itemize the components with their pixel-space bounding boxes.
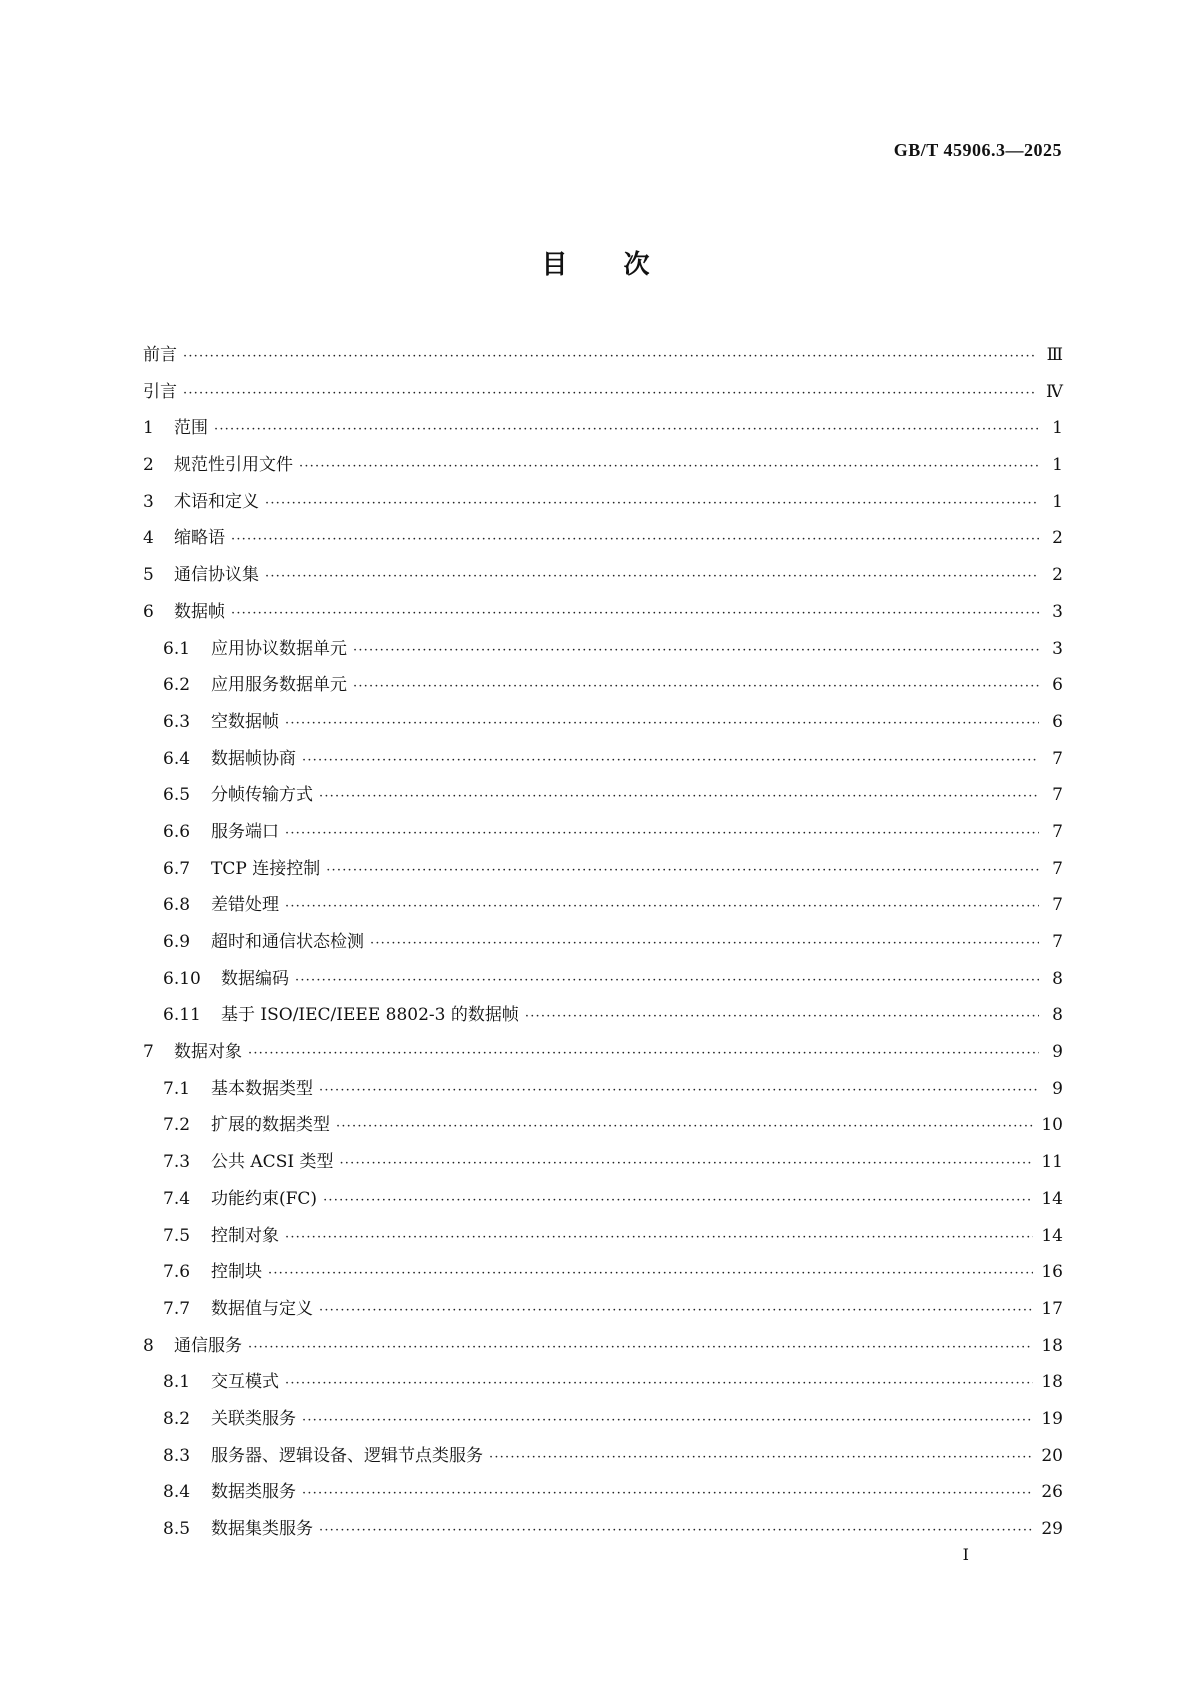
toc-leader-dots (265, 569, 1039, 584)
toc-entry-number: 7.6 (163, 1262, 191, 1283)
toc-leader-dots (319, 1523, 1033, 1538)
toc-leader-dots (214, 422, 1039, 437)
toc-entry-page: 18 (1041, 1372, 1063, 1393)
toc-entry-number: 7.5 (163, 1225, 191, 1246)
toc-entry-number: 6.2 (163, 675, 191, 696)
toc-entry-number: 8.3 (163, 1445, 191, 1466)
standard-number: GB/T 45906.3—2025 (893, 140, 1062, 160)
toc-entry-label: 前言 (143, 345, 177, 365)
toc-entry-number: 6.11 (163, 1005, 201, 1026)
toc-entry-page: 9 (1052, 1078, 1063, 1099)
toc-entry[interactable] (143, 964, 1063, 1001)
toc-leader-dots (183, 386, 1038, 401)
toc-entry-label: 扩展的数据类型 (211, 1115, 330, 1136)
toc-entry[interactable] (143, 744, 1063, 781)
toc-entry-label: 规范性引用文件 (174, 455, 293, 476)
toc-entry-page: 14 (1041, 1225, 1063, 1246)
toc-entry-number: 7.2 (163, 1115, 191, 1136)
toc-entry[interactable] (143, 1477, 1063, 1514)
toc-entry[interactable] (143, 780, 1063, 817)
toc-entry-label: 数据类服务 (211, 1482, 296, 1503)
toc-entry[interactable] (143, 1331, 1063, 1368)
toc-entry-label: 应用协议数据单元 (211, 638, 347, 659)
toc-entry-page: 3 (1052, 638, 1063, 659)
toc-entry-label: 基本数据类型 (211, 1078, 313, 1099)
toc-leader-dots (248, 1340, 1033, 1355)
toc-leader-dots (339, 1156, 1033, 1171)
toc-entry-page: 6 (1052, 675, 1063, 696)
toc-leader-dots (319, 1303, 1033, 1318)
toc-leader-dots (336, 1119, 1033, 1134)
page-title (0, 244, 1191, 281)
toc-entry-label: 引言 (143, 381, 177, 402)
toc-entry-page: 16 (1041, 1262, 1063, 1283)
title-char: 目 (541, 250, 568, 280)
toc-entry-number: 2 (143, 455, 154, 476)
title-char: 次 (623, 250, 650, 280)
toc-entry[interactable] (143, 707, 1063, 744)
toc-entry-page: 19 (1041, 1408, 1063, 1429)
toc-entry[interactable] (143, 1441, 1063, 1478)
toc-entry[interactable] (143, 1110, 1063, 1147)
toc-entry-label: 功能约束(FC) (211, 1188, 318, 1209)
toc-entry-number: 6.6 (163, 821, 191, 842)
toc-entry-number: 6 (143, 601, 154, 622)
toc-entry-number: 8.4 (163, 1482, 191, 1503)
toc-entry[interactable] (143, 1037, 1063, 1074)
toc-entry-number: 6.3 (163, 711, 191, 732)
toc-entry[interactable] (143, 1294, 1063, 1331)
toc-entry-label: 交互模式 (211, 1372, 279, 1393)
toc-entry-number: 6.5 (163, 785, 191, 806)
toc-leader-dots (370, 936, 1039, 951)
toc-entry-page: 6 (1052, 711, 1063, 732)
toc-entry-page: 14 (1041, 1188, 1063, 1209)
toc-entry-page: 9 (1052, 1042, 1063, 1063)
toc-entry-page: 2 (1052, 565, 1063, 586)
toc-entry-number: 7.7 (163, 1298, 191, 1319)
toc-entry[interactable] (143, 890, 1063, 927)
toc-entry[interactable] (143, 1514, 1063, 1551)
toc-entry-number: 6.1 (163, 638, 191, 659)
toc-entry-number: 6.7 (163, 858, 191, 879)
toc-entry-number: 3 (143, 491, 154, 512)
toc-entry-label: 服务器、逻辑设备、逻辑节点类服务 (211, 1445, 483, 1466)
toc-entry-number: 8 (143, 1335, 154, 1356)
toc-entry-number: 6.4 (163, 748, 191, 769)
toc-entry[interactable] (143, 854, 1063, 891)
toc-entry-page: 11 (1041, 1152, 1063, 1173)
toc-entry-label: 服务端口 (211, 821, 279, 842)
toc-entry-number: 1 (143, 418, 154, 439)
toc-entry-label: 数据集类服务 (211, 1519, 313, 1539)
toc-entry-label: 空数据帧 (211, 711, 279, 732)
toc-entry-page: 3 (1052, 601, 1063, 622)
toc-entry[interactable] (143, 1404, 1063, 1441)
toc-entry[interactable] (143, 817, 1063, 854)
toc-leader-dots (268, 1266, 1033, 1281)
toc-entry-label: 数据编码 (221, 968, 289, 989)
toc-entry-number: 5 (143, 565, 154, 586)
toc-entry-page: 1 (1052, 418, 1063, 439)
toc-entry-label: 缩略语 (174, 528, 225, 549)
toc-entry-page: Ⅳ (1046, 381, 1063, 402)
toc-entry-label: 控制块 (211, 1262, 262, 1283)
toc-entry-label: 术语和定义 (174, 491, 259, 512)
toc-entry[interactable] (143, 634, 1063, 671)
toc-leader-dots (285, 1230, 1033, 1245)
toc-entry-label: 通信协议集 (174, 565, 259, 586)
toc-entry-page: 1 (1052, 455, 1063, 476)
toc-entry-page: 7 (1052, 821, 1063, 842)
toc-entry-number: 8.1 (163, 1372, 191, 1393)
toc-entry-number: 8.2 (163, 1408, 191, 1429)
toc-entry-number: 6.10 (163, 968, 201, 989)
toc-entry-label: 通信服务 (174, 1335, 242, 1356)
toc-entry-label: 关联类服务 (211, 1408, 296, 1429)
table-of-contents (143, 340, 1063, 1551)
toc-entry-page: 17 (1041, 1298, 1063, 1319)
toc-leader-dots (302, 1486, 1033, 1501)
page-number: I (962, 1545, 969, 1564)
toc-entry-number: 7.4 (163, 1188, 191, 1209)
toc-entry[interactable] (143, 1074, 1063, 1111)
toc-leader-dots (299, 459, 1039, 474)
toc-entry-label: 公共 ACSI 类型 (211, 1152, 334, 1173)
toc-entry[interactable] (143, 597, 1063, 634)
toc-entry-page: 26 (1041, 1482, 1063, 1503)
toc-entry-number: 7.3 (163, 1152, 191, 1173)
toc-entry-page: 2 (1052, 528, 1063, 549)
toc-entry-label: 控制对象 (211, 1225, 279, 1246)
toc-entry-page: 18 (1041, 1335, 1063, 1356)
toc-entry-number: 6.9 (163, 932, 191, 952)
toc-leader-dots (183, 349, 1039, 364)
toc-entry-label: 数据对象 (174, 1042, 242, 1063)
toc-leader-dots (265, 496, 1039, 511)
toc-entry-page: 8 (1052, 1005, 1063, 1026)
toc-entry-label: 数据值与定义 (211, 1298, 313, 1319)
toc-leader-dots (319, 789, 1039, 804)
toc-leader-dots (353, 643, 1039, 658)
toc-entry[interactable] (143, 523, 1063, 560)
toc-entry-label: 数据帧 (174, 601, 225, 622)
toc-entry[interactable] (143, 670, 1063, 707)
toc-entry-label: TCP 连接控制 (211, 858, 321, 879)
toc-entry-number: 4 (143, 528, 154, 549)
toc-entry-label: 超时和通信状态检测 (211, 932, 364, 952)
toc-entry-page: 20 (1041, 1445, 1063, 1466)
toc-entry-page: 7 (1052, 895, 1063, 916)
toc-leader-dots (231, 532, 1039, 547)
toc-entry-page: 7 (1052, 858, 1063, 879)
toc-entry-page: 7 (1052, 785, 1063, 806)
toc-leader-dots (248, 1046, 1039, 1061)
toc-leader-dots (285, 716, 1039, 731)
toc-entry[interactable] (143, 340, 1063, 377)
toc-leader-dots (319, 1083, 1039, 1098)
toc-leader-dots (285, 1376, 1033, 1391)
toc-leader-dots (302, 753, 1039, 768)
toc-entry-label: 应用服务数据单元 (211, 675, 347, 696)
toc-entry[interactable] (143, 1367, 1063, 1404)
toc-leader-dots (295, 973, 1039, 988)
toc-entry-label: 差错处理 (211, 895, 279, 916)
toc-leader-dots (285, 826, 1039, 841)
toc-leader-dots (323, 1193, 1033, 1208)
toc-entry-page: 10 (1041, 1115, 1063, 1136)
toc-entry-label: 分帧传输方式 (211, 785, 313, 806)
toc-entry[interactable] (143, 450, 1063, 487)
toc-leader-dots (489, 1450, 1033, 1465)
toc-leader-dots (525, 1009, 1039, 1024)
toc-entry-number: 7.1 (163, 1078, 191, 1099)
toc-entry[interactable] (143, 1184, 1063, 1221)
toc-entry-page: 7 (1052, 932, 1063, 952)
toc-entry[interactable] (143, 1221, 1063, 1258)
toc-entry-page: Ⅲ (1046, 345, 1063, 365)
toc-entry-label: 范围 (174, 418, 208, 439)
toc-leader-dots (353, 679, 1039, 694)
toc-entry-page: 29 (1041, 1519, 1063, 1539)
toc-entry[interactable] (143, 1257, 1063, 1294)
toc-entry[interactable] (143, 927, 1063, 964)
toc-leader-dots (285, 899, 1039, 914)
toc-entry-number: 6.8 (163, 895, 191, 916)
toc-entry[interactable] (143, 1147, 1063, 1184)
toc-entry-number: 7 (143, 1042, 154, 1063)
toc-entry[interactable] (143, 560, 1063, 597)
toc-entry[interactable] (143, 413, 1063, 450)
toc-entry-page: 8 (1052, 968, 1063, 989)
toc-entry[interactable] (143, 1000, 1063, 1037)
toc-leader-dots (231, 606, 1039, 621)
toc-entry-label: 数据帧协商 (211, 748, 296, 769)
toc-entry-page: 1 (1052, 491, 1063, 512)
toc-entry-label: 基于 ISO/IEC/IEEE 8802-3 的数据帧 (221, 1005, 519, 1026)
toc-entry[interactable] (143, 487, 1063, 524)
toc-leader-dots (302, 1413, 1033, 1428)
toc-entry-number: 8.5 (163, 1519, 191, 1539)
toc-entry[interactable] (143, 377, 1063, 414)
toc-leader-dots (326, 863, 1039, 878)
toc-entry-page: 7 (1052, 748, 1063, 769)
